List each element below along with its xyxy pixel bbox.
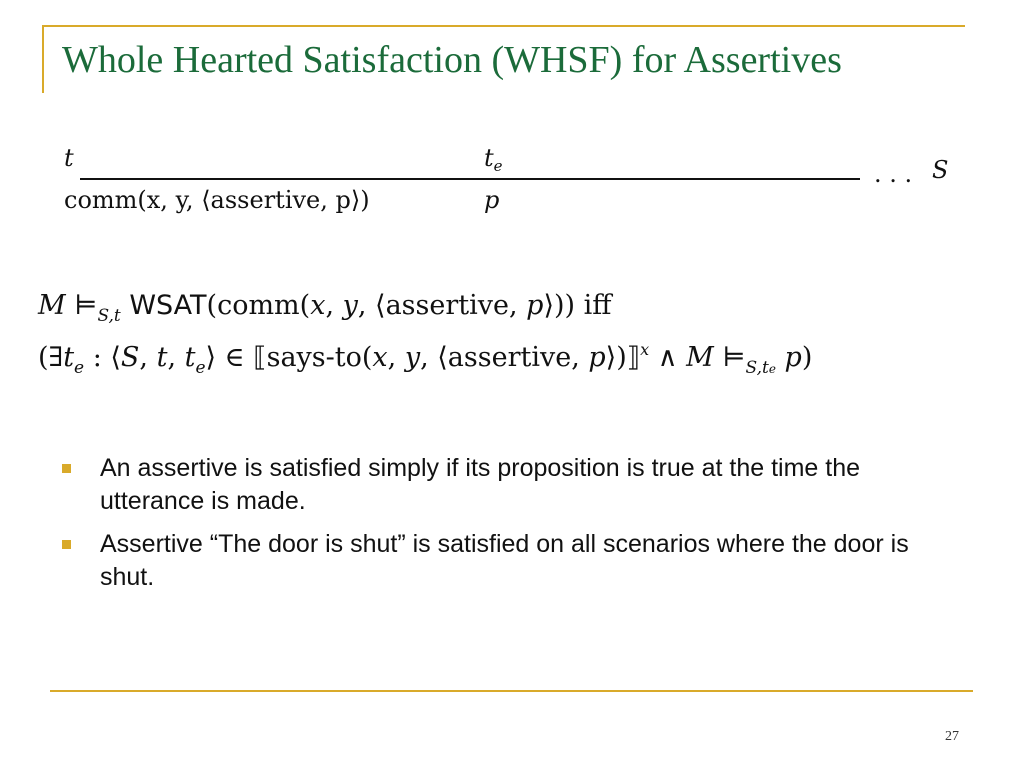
formula-p2: p (588, 342, 606, 373)
formula-p: p (526, 290, 544, 321)
formula-m2: M (686, 342, 714, 373)
bullet-item (62, 528, 962, 594)
timeline-start-label: t (64, 144, 74, 172)
slide-title: Whole Hearted Satisfaction (WHSF) for Assertives (62, 39, 842, 81)
formula-te2: t (184, 342, 196, 373)
formula-line-1: M $⊨_{S,t}$ WSAT(comm(x, y, ⟨assertive, p⟩)) iff (38, 290, 612, 326)
formula-sub-ste: S,te (745, 358, 776, 378)
formula-te: t (63, 342, 75, 373)
bullet-marker-icon (62, 540, 71, 549)
bullet-text: An assertive is satisfied simply if its proposition is true at the time the utterance is made. (100, 454, 861, 515)
formula-m: M (38, 290, 66, 321)
formula-t: t (156, 342, 168, 373)
timeline-end-label-subscript: e (493, 157, 503, 175)
timeline-end-label-base: t (484, 144, 494, 172)
formula-x2: x (372, 342, 388, 373)
bullet-item (62, 452, 962, 518)
timeline-diagram (0, 0, 1024, 230)
bullet-text: Assertive “The door is shut” is satisfied on all scenarios where the door is shut. (100, 530, 909, 591)
bullet-list (62, 452, 962, 604)
footer-rule (50, 690, 973, 692)
formula-sup-x: x (640, 340, 650, 359)
formula-y: y (342, 290, 358, 321)
formula-sub-st: S,t (97, 306, 121, 326)
formula-line-2: ($\exists t_e$ : ⟨S, t, $t_e⟩$ ∈ ⟦says-to(x, y, ⟨assertive, p⟩)⟧$^x$ ∧ M $⊨_{S,te}$ p) (38, 340, 813, 378)
formula-x: x (310, 290, 326, 321)
timeline-line (80, 178, 860, 180)
timeline-start-event: comm(x, y, ⟨assertive, p⟩) (64, 186, 370, 214)
timeline-end-label (484, 144, 503, 175)
bullet-marker-icon (62, 464, 71, 473)
formula-te-sub: e (74, 358, 85, 378)
formula-wsat: WSAT (129, 290, 207, 321)
formula-y2: y (404, 342, 421, 373)
timeline-continuation: . . . (874, 160, 913, 188)
formula-te2-sub: e (195, 358, 206, 378)
page-number: 27 (945, 729, 959, 744)
formula-p3: p (784, 342, 802, 373)
timeline-scenario: S (932, 156, 949, 184)
timeline-end-event: p (484, 186, 500, 214)
formula-s: S (120, 342, 140, 373)
